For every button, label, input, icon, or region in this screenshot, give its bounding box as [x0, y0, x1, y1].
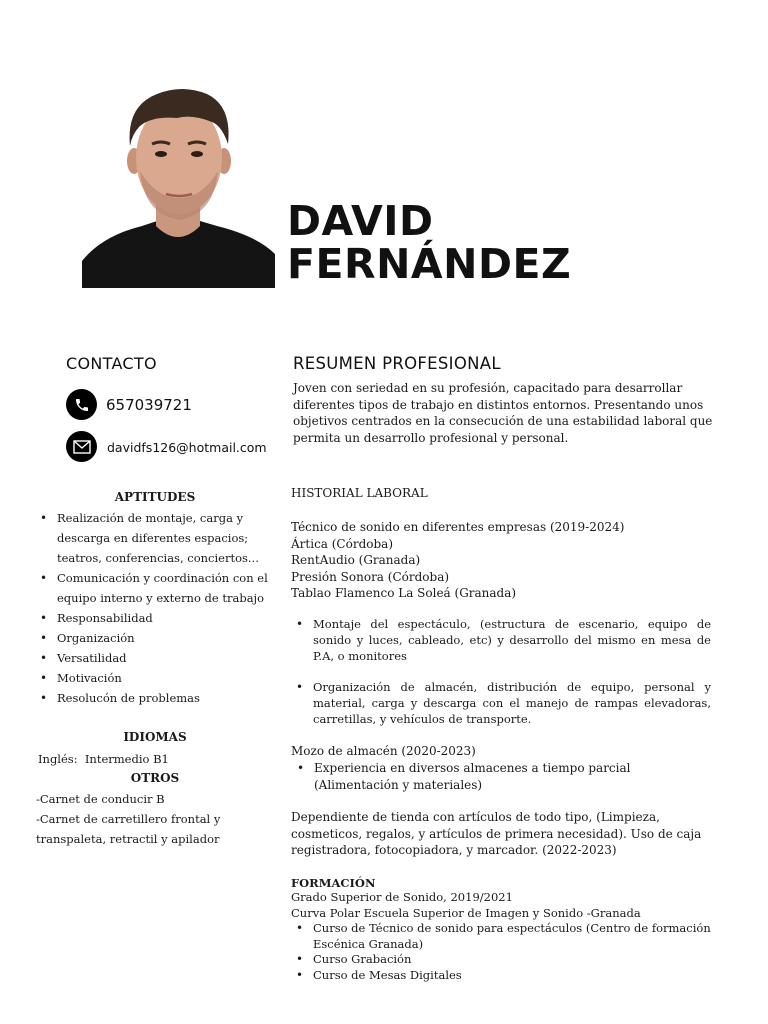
phone-icon [66, 389, 97, 420]
job1-bullets [313, 616, 711, 664]
list-item: • Comunicación y coordinación con el equipo interno y externo de trabajo [57, 568, 273, 608]
name-first: DAVID [287, 197, 434, 245]
job1-line: Técnico de sonido en diferentes empresas (2019-2024) [291, 520, 625, 534]
mail-icon [66, 431, 97, 462]
contact-heading: CONTACTO [66, 354, 157, 373]
job2-title: Mozo de almacén (2020-2023) [291, 744, 476, 758]
others-line: -Carnet de carretillero frontal y transpaleta, retractil y apilador [36, 812, 221, 846]
list-item: • Organización de almacén, distribución de equipo, personal y material, carga y descarga con el manejo de rampas elevadoras, carretillas, y vehículos de transporte. [313, 679, 711, 727]
list-item: • Resolucón de problemas [57, 688, 273, 708]
profile-photo [82, 86, 275, 288]
list-item: • Motivación [57, 668, 273, 688]
job1-line: Ártica (Córdoba) [291, 536, 393, 551]
list-item: • Curso Grabación [313, 952, 713, 968]
list-item: • Curso de Técnico de sonido para espectáculos (Centro de formación Escénica Granada) [313, 921, 713, 952]
name-last: FERNÁNDEZ [287, 240, 572, 288]
job3-text: Dependiente de tienda con artículos de todo tipo, (Limpieza, cosmeticos, regalos, y artículos de primera necesidad). Uso de caja registradora, fotocopiadora, y marcador. (2022-2023) [291, 810, 702, 857]
job1-bullets-2 [313, 679, 711, 727]
education-heading: FORMACIÓN [291, 876, 376, 890]
others-list [36, 789, 236, 849]
education-degree: Grado Superior de Sonido, 2019/2021 [291, 890, 513, 904]
job1-line: Presión Sonora (Córdoba) [291, 569, 450, 584]
list-item: • Realización de montaje, carga y descarga en diferentes espacios; teatros, conferencias, conciertos... [57, 508, 273, 568]
list-item: • Experiencia en diversos almacenes a tiempo parcial (Alimentación y materiales) [314, 760, 644, 793]
job1-block [291, 519, 711, 602]
summary-heading: RESUMEN PROFESIONAL [293, 354, 501, 373]
skills-heading: APTITUDES [114, 490, 196, 504]
phone-number[interactable]: 657039721 [106, 396, 192, 414]
education-school: Curva Polar Escuela Superior de Imagen y Sonido -Granada [291, 905, 641, 920]
skills-list [57, 508, 273, 708]
others-heading: OTROS [130, 771, 180, 785]
list-item: • Versatilidad [57, 648, 273, 668]
email-address[interactable]: davidfs126@hotmail.com [107, 440, 267, 455]
education-block [291, 890, 711, 921]
languages-heading: IDIOMAS [123, 730, 187, 744]
list-item: • Responsabilidad [57, 608, 273, 628]
job1-line: RentAudio (Granada) [291, 553, 421, 567]
others-line: -Carnet de conducir B [36, 792, 165, 806]
list-item: • Montaje del espectáculo, (estructura de escenario, equipo de sonido y luces, cableado, etc) y desarrollo del mismo en mesa de P.A, o monitores [313, 616, 711, 664]
history-heading: HISTORIAL LABORAL [291, 486, 428, 500]
languages-text: Inglés: Intermedio B1 [38, 752, 169, 766]
list-item: • Curso de Mesas Digitales [313, 968, 713, 984]
summary-text: Joven con seriedad en su profesión, capacitado para desarrollar diferentes tipos de trabajo en distintos entornos. Presentando unos objetivos centrados en la consecución de una estabilidad laboral que permita un desarrollo profesional y personal. [293, 381, 713, 445]
list-item: • Organización [57, 628, 273, 648]
job1-line: Tablao Flamenco La Soleá (Granada) [291, 586, 517, 600]
full-name [287, 197, 572, 288]
job2-bullets [314, 760, 644, 793]
education-bullets [313, 921, 713, 983]
